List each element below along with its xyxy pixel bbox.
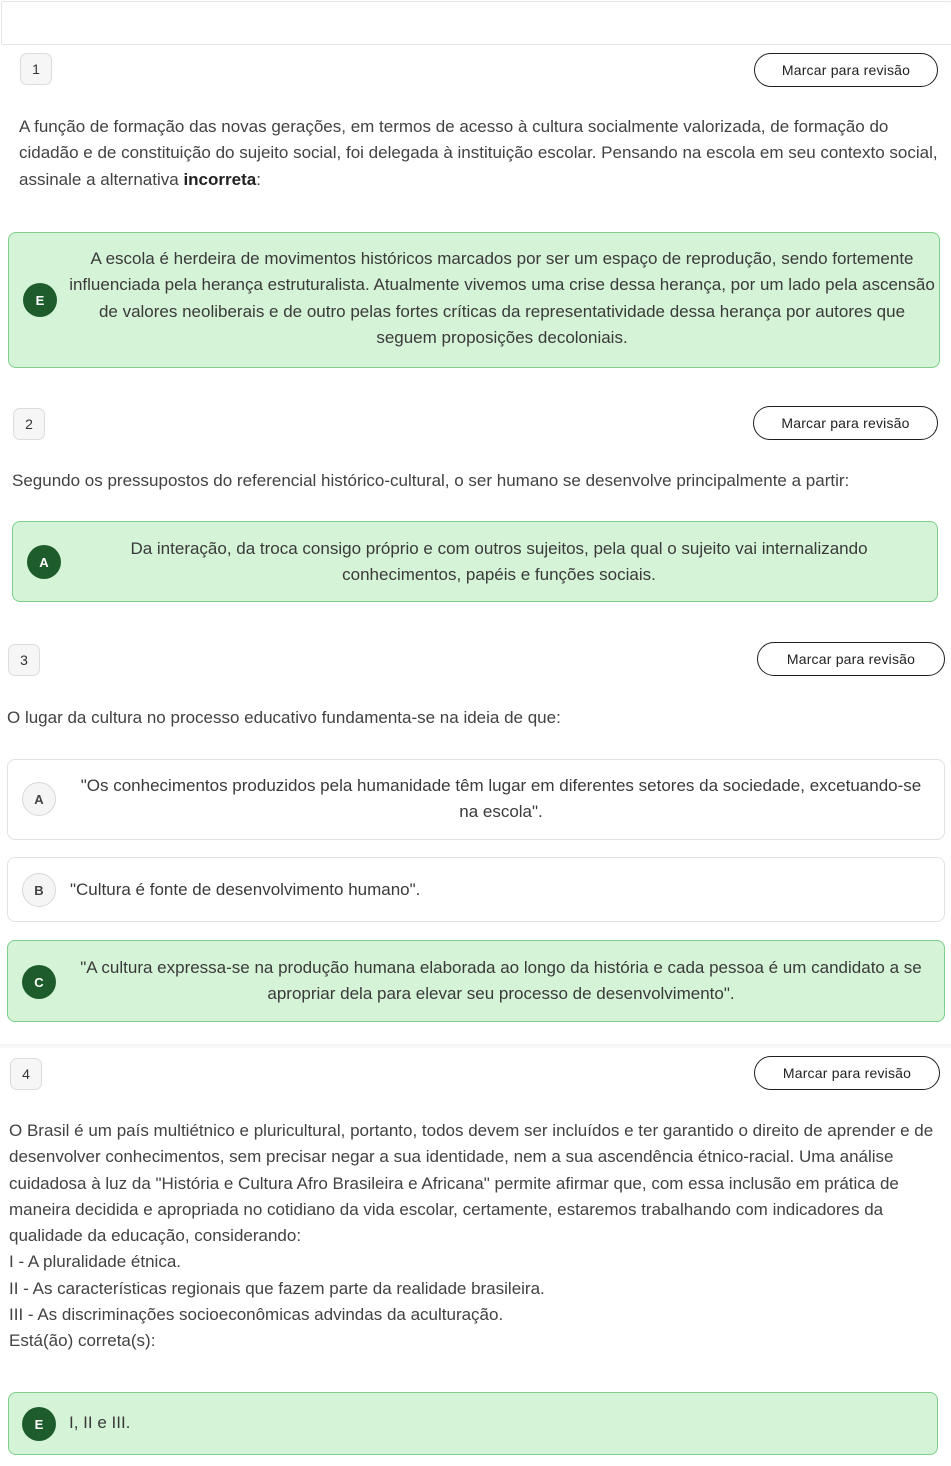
option-text: Da interação, da troca consigo próprio e com outros sujeitos, pela qual o sujeito vai internalizando conhecimentos, papéis e funções sociais. [130, 539, 868, 585]
mark-for-review-button[interactable]: Marcar para revisão [757, 642, 945, 676]
emphasis-text: incorreta [183, 169, 257, 189]
mark-for-review-button[interactable]: Marcar para revisão [753, 406, 938, 440]
option-text: "Os conhecimentos produzidos pela humanidade têm lugar em diferentes setores da sociedade, excetuando-se na escola". [80, 776, 922, 822]
option-letter-badge: A [27, 545, 61, 579]
option-letter-badge: E [23, 283, 57, 317]
option-text: "A cultura expressa-se na produção humana elaborada ao longo da história e cada pessoa é um candidato a se apropriar dela para elevar seu processo de desenvolvimento". [80, 958, 922, 1004]
option-text: I, II e III. [69, 1413, 131, 1432]
question-prompt: Está(ão) correta(s): [9, 1331, 156, 1351]
statement-item: I - A pluralidade étnica. [9, 1252, 182, 1272]
mark-for-review-button[interactable]: Marcar para revisão [754, 53, 938, 87]
option-e[interactable] [8, 232, 940, 368]
statement-item: II - As características regionais que fazem parte da realidade brasileira. [9, 1278, 545, 1298]
option-letter-badge: B [22, 873, 56, 907]
question-number: 4 [10, 1058, 42, 1090]
option-b[interactable] [7, 857, 945, 922]
question-number: 1 [20, 53, 52, 85]
question-text: Segundo os pressupostos do referencial histórico-cultural, o ser humano se desenvolve principalmente a partir: [12, 471, 850, 490]
section-divider [0, 1044, 951, 1048]
option-letter-badge: E [22, 1407, 56, 1441]
option-a[interactable] [7, 759, 945, 840]
question-number: 2 [13, 408, 45, 440]
option-c[interactable] [7, 940, 945, 1022]
option-text: "Cultura é fonte de desenvolvimento humano". [70, 880, 421, 899]
option-text: A escola é herdeira de movimentos históricos marcados por ser um espaço de reprodução, sendo fortemente influenciada pela herança estruturalista. Atualmente vivemos uma crise dessa herança, por um lado pela ascensão de valores neoliberais e de outro pelas fortes críticas da representatividade dessa herança por autores que seguem proposições decoloniais. [69, 249, 935, 347]
option-letter-badge: C [22, 965, 56, 999]
question-number: 3 [8, 644, 40, 676]
statement-item: III - As discriminações socioeconômicas advindas da aculturação. [9, 1305, 504, 1325]
question-paragraph: O Brasil é um país multiétnico e pluricultural, portanto, todos devem ser incluídos e ter garantido o direito de aprender e de desenvolver conhecimentos, sem precisar negar a sua identidade, nem a sua ascendência étnico-racial. Uma análise cuidadosa à luz da "História e Cultura Afro Brasileira e Africana" permite afirmar que, com essa inclusão em prática de maneira decidida e apropriada no cotidiano da vida escolar, certamente, estaremos trabalhando com indicadores da qualidade da educação, considerando: [9, 1121, 934, 1246]
question-text: A função de formação das novas gerações, em termos de acesso à cultura socialmente valorizada, de formação do cidadão e de constituição do sujeito social, foi delegada à instituição escolar. Pensando na escola em seu contexto social, assinale a alternativa incorreta: [19, 117, 938, 189]
option-letter-badge: A [22, 782, 56, 816]
question-text: O lugar da cultura no processo educativo fundamenta-se na ideia de que: [7, 708, 561, 727]
option-a[interactable] [12, 521, 938, 602]
option-e[interactable] [8, 1392, 938, 1455]
question-text [9, 1118, 937, 1355]
top-bar [1, 1, 951, 45]
mark-for-review-button[interactable]: Marcar para revisão [754, 1056, 940, 1090]
